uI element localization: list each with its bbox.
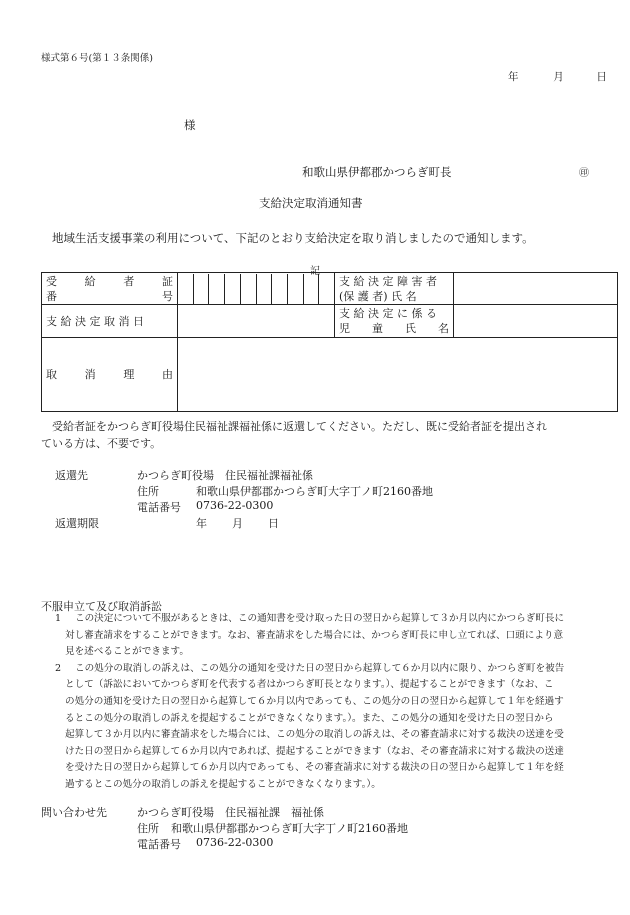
addressee-suffix: 様 bbox=[184, 118, 196, 132]
label-line: 支 給 決 定 障 害 者 bbox=[339, 274, 437, 288]
label-char: 者 bbox=[123, 274, 135, 288]
return-phone-label: 電話番号 bbox=[137, 501, 181, 514]
disabled-person-label bbox=[335, 273, 454, 305]
objection-item2-line: の処分の通知を受けた日の翌日から起算して６か月以内であっても、この処分の日の翌日から起算して１年を経過す bbox=[65, 696, 564, 707]
intro-text: 地域生活支援事業の利用について、下記のとおり支給決定を取り消しましたので通知します。 bbox=[52, 231, 534, 245]
objection-item2-line: 起算して３か月以内に審査請求をした場合には、この処分の取消しの訴えは、その審査請求に対する裁決の送達を受 bbox=[65, 729, 564, 741]
return-dest-value: かつらぎ町役場 住民福祉課福祉係 bbox=[137, 469, 313, 482]
label-line: (保 護 者) 氏 名 bbox=[339, 289, 417, 303]
objection-item2-number: 2 bbox=[55, 662, 62, 674]
recipient-id-label bbox=[42, 273, 178, 305]
inquiry-phone-value: 0736-22-0300 bbox=[196, 836, 274, 849]
inquiry-address-value: 和歌山県伊都郡かつらぎ町大字丁ノ町2160番地 bbox=[171, 822, 408, 835]
return-deadline-label: 返還期限 bbox=[55, 517, 99, 530]
label-char: 証 bbox=[161, 274, 173, 288]
child-name-value bbox=[454, 305, 618, 338]
digit-box bbox=[225, 274, 241, 304]
label-char: 受 bbox=[46, 274, 57, 288]
objection-item2-line: として（訴訟においてかつらぎ町を代表する者はかつらぎ町長となります。）、提起することができます（なお、こ bbox=[65, 679, 554, 691]
inquiry-phone-label: 電話番号 bbox=[137, 838, 181, 851]
objection-item2-line: 過するとこの処分の取消しの訴えを提起することができなくなります。）。 bbox=[65, 779, 381, 790]
label-char: 名 bbox=[438, 322, 449, 335]
deadline-month: 月 bbox=[232, 517, 243, 530]
ki-mark: 記 bbox=[310, 266, 320, 277]
digit-box bbox=[304, 274, 320, 304]
date-day: 日 bbox=[596, 71, 607, 83]
cancel-date-value bbox=[178, 305, 335, 338]
digit-box bbox=[288, 274, 304, 304]
date-year: 年 bbox=[508, 71, 519, 83]
cancel-date-label: 支 給 決 定 取 消 日 bbox=[42, 305, 178, 338]
objection-item2-line: るとこの処分の取消しの訴えを提起することができなくなります。）。また、この処分の通知を受けた日の翌日から bbox=[65, 712, 554, 724]
objection-item2-line: この処分の取消しの訴えは、この処分の通知を受けた日の翌日から起算して６か月以内に限り、かつらぎ町を被告 bbox=[75, 662, 565, 674]
objection-item1-line: 見を述べることができます。 bbox=[65, 646, 189, 658]
label-char: 児 bbox=[339, 322, 350, 335]
return-phone-value: 0736-22-0300 bbox=[196, 499, 274, 512]
digit-box bbox=[209, 274, 225, 304]
deadline-year: 年 bbox=[196, 517, 207, 530]
objection-item1-line: この決定について不服があるときは、この通知書を受け取った日の翌日から起算して３か月以内にかつらぎ町長に bbox=[75, 613, 565, 624]
date-month: 月 bbox=[553, 71, 564, 83]
label-char: 取 bbox=[46, 368, 57, 381]
return-note-line2: ている方は、不要です。 bbox=[41, 437, 162, 450]
label-char: 番 bbox=[46, 289, 57, 303]
digit-box bbox=[194, 274, 210, 304]
label-char: 号 bbox=[162, 289, 173, 303]
deadline-day: 日 bbox=[268, 517, 279, 530]
issue-date bbox=[508, 69, 607, 84]
objection-item1-number: 1 bbox=[55, 613, 62, 624]
digit-box bbox=[272, 274, 288, 304]
sender-name: 和歌山県伊都郡かつらぎ町長 bbox=[302, 165, 452, 179]
objection-title: 不服申立て及び取消訴訟 bbox=[41, 600, 162, 613]
document-title: 支給決定取消通知書 bbox=[259, 196, 363, 210]
inquiry-address-label: 住所 bbox=[137, 822, 159, 835]
disabled-person-value bbox=[454, 273, 618, 305]
label-line: 支 給 決 定 に 係 る bbox=[339, 307, 437, 320]
objection-item2-line: けた日の翌日から起算して６か月以内であれば、提起することができます（なお、その審査請求に対する裁決の送達 bbox=[65, 745, 564, 757]
reason-label bbox=[42, 338, 178, 412]
label-char: 消 bbox=[84, 368, 96, 381]
return-address-value: 和歌山県伊都郡かつらぎ町大字丁ノ町2160番地 bbox=[196, 485, 433, 498]
objection-item1-line: 対し審査請求をすることができます。なお、審査請求をした場合には、かつらぎ町長に申し立てれば、口頭により意 bbox=[65, 629, 564, 641]
return-dest-label: 返還先 bbox=[55, 469, 88, 482]
label-char: 童 bbox=[372, 322, 383, 335]
digit-box bbox=[319, 274, 334, 304]
inquiry-office: かつらぎ町役場 住民福祉課 福祉係 bbox=[137, 806, 324, 819]
return-address-label: 住所 bbox=[137, 485, 159, 498]
digit-box bbox=[178, 274, 194, 304]
digit-box bbox=[257, 274, 273, 304]
return-note-line1: 受給者証をかつらぎ町役場住民福祉課福祉係に返還してください。ただし、既に受給者証を提出され bbox=[52, 420, 547, 433]
seal-mark: ㊞ bbox=[579, 168, 589, 179]
label-char: 理 bbox=[123, 368, 135, 381]
label-char: 由 bbox=[161, 368, 173, 381]
child-name-label bbox=[335, 305, 454, 338]
label-char: 給 bbox=[84, 274, 96, 288]
reason-value bbox=[178, 338, 618, 412]
recipient-id-digits bbox=[178, 273, 335, 305]
inquiry-label: 問い合わせ先 bbox=[41, 806, 107, 819]
label-char: 氏 bbox=[405, 322, 416, 335]
digit-box bbox=[241, 274, 257, 304]
form-number: 様式第６号(第１３条関係) bbox=[41, 53, 153, 64]
recipient-info-table bbox=[41, 272, 618, 412]
objection-item2-line: を受けた日の翌日から起算して６か月以内であっても、その審査請求に対する裁決の日の翌日から起算して１年を経 bbox=[65, 762, 564, 774]
